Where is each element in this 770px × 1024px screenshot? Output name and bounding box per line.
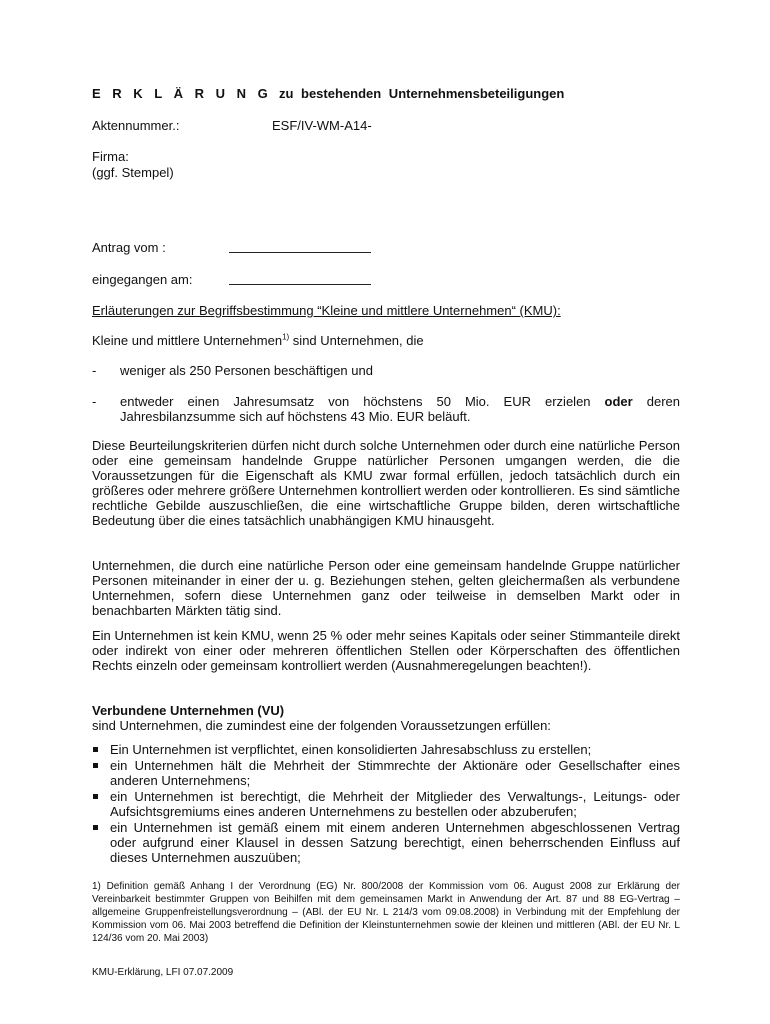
list-item [92, 789, 680, 819]
antrag-label: Antrag vom : [92, 240, 166, 255]
criterion-2-bold: oder [604, 394, 633, 409]
bullet-square-icon [93, 794, 98, 799]
aktennummer-value: ESF/IV-WM-A14- [272, 118, 372, 133]
bullet-square-icon [93, 747, 98, 752]
eingegangen-label: eingegangen am: [92, 272, 193, 287]
list-item [92, 820, 680, 865]
dash-marker: - [92, 363, 97, 378]
document-title [92, 86, 564, 101]
title-rest: zu bestehenden Unternehmensbeteiligungen [278, 86, 565, 101]
vu-bullet-list [92, 742, 680, 866]
criterion-item-1 [92, 363, 680, 378]
definition-heading: Erläuterungen zur Begriffsbestimmung “Kleine und mittlere Unternehmen“ (KMU): [92, 303, 561, 318]
criterion-item-2 [92, 394, 680, 424]
paragraph-1: Diese Beurteilungskriterien dürfen nicht durch solche Unternehmen oder durch eine natürliche Person oder eine gemeinsam handelnde Gruppe natürlicher Personen umgangen werden, die die Voraussetzungen für die Eigenschaft als KMU zwar formal erfüllen, jedoch tatsächlich durch ein größeres oder mehrere größere Unternehmen kontrolliert werden oder kontrollieren. Es sind sämtliche rechtliche Gebilde auszuschließen, die eine wirtschaftliche Gruppe bilden, deren wirtschaftliche Bedeutung über die eines tatsächlich unabhängigen KMU hinausgeht. [92, 438, 680, 528]
page-footer: KMU-Erklärung, LFI 07.07.2009 [92, 967, 234, 978]
list-item [92, 758, 680, 788]
vu-heading: Verbundene Unternehmen (VU) [92, 703, 285, 718]
bullet-text: Ein Unternehmen ist verpflichtet, einen konsolidierten Jahresabschluss zu erstellen; [110, 742, 592, 757]
antrag-date-line [229, 252, 371, 253]
bullet-square-icon [93, 763, 98, 768]
criterion-2-before: entweder einen Jahresumsatz von höchstens 50 Mio. EUR erzielen [120, 394, 605, 409]
paragraph-2: Unternehmen, die durch eine natürliche Person oder eine gemeinsam handelnde Gruppe natürlicher Personen miteinander in einer der u. g. Beziehungen stehen, gelten gleichermaßen als verbundene Unternehmen, sofern diese Unternehmen ganz oder teilweise in demselben Markt oder in benachbarten Märkten tätig sind. [92, 558, 680, 618]
title-spaced: E R K L Ä R U N G [92, 86, 272, 101]
criterion-text-2 [120, 394, 680, 424]
aktennummer-label: Aktennummer.: [92, 118, 180, 133]
bullet-text: ein Unternehmen ist gemäß einem mit einem anderen Unternehmen abgeschlossenen Vertrag oder aufgrund einer Klausel in dessen Satzung berechtigt, einen beherrschenden Einfluss auf dieses Unternehmen auszuüben; [110, 820, 680, 865]
firma-label: Firma: [92, 149, 129, 164]
intro-before: Kleine und mittlere Unternehmen [92, 333, 283, 348]
criterion-2-after: deren Jahresbilanzsumme sich auf höchstens 43 Mio. EUR beläuft. [120, 394, 680, 424]
intro-after: sind Unternehmen, die [289, 333, 424, 348]
criterion-text-1: weniger als 250 Personen beschäftigen und [120, 363, 373, 378]
bullet-text: ein Unternehmen ist berechtigt, die Mehrheit der Mitglieder des Verwaltungs-, Leitungs- oder Aufsichtsgremiums eines anderen Unternehmens zu bestellen oder abzuberufen; [110, 789, 680, 819]
vu-intro: sind Unternehmen, die zumindest eine der folgenden Voraussetzungen erfüllen: [92, 718, 551, 733]
definition-intro [92, 333, 680, 348]
dash-marker: - [92, 394, 97, 409]
intro-footnote-ref: 1) [282, 332, 290, 342]
eingegangen-date-line [229, 284, 371, 285]
bullet-text: ein Unternehmen hält die Mehrheit der Stimmrechte der Aktionäre oder Gesellschafter eines anderen Unternehmens; [110, 758, 680, 788]
stempel-label: (ggf. Stempel) [92, 165, 174, 180]
list-item [92, 742, 680, 757]
paragraph-3: Ein Unternehmen ist kein KMU, wenn 25 % oder mehr seines Kapitals oder seiner Stimmanteile direkt oder indirekt von einer oder mehreren öffentlichen Stellen oder Körperschaften des öffentlichen Rechts einzeln oder gemeinsam kontrolliert werden (Ausnahmeregelungen beachten!). [92, 628, 680, 673]
footnote: 1) Definition gemäß Anhang I der Verordnung (EG) Nr. 800/2008 der Kommission vom 06. August 2008 zur Erklärung der Vereinbarkeit bestimmter Gruppen von Beihilfen mit dem gemeinsamen Markt in Anwendung der Art. 87 und 88 EG-Vertrag – allgemeine Gruppenfreistellungsverordnung – (ABl. der EU Nr. L 214/3 vom 09.08.2008) in Verbindung mit der Empfehlung der Kommission vom 06. Mai 2003 betreffend die Definition der Kleinstunternehmen sowie der kleinen und mittleren (ABl. der EU Nr. L 124/36 vom 20. Mai 2003) [92, 881, 680, 944]
bullet-square-icon [93, 825, 98, 830]
